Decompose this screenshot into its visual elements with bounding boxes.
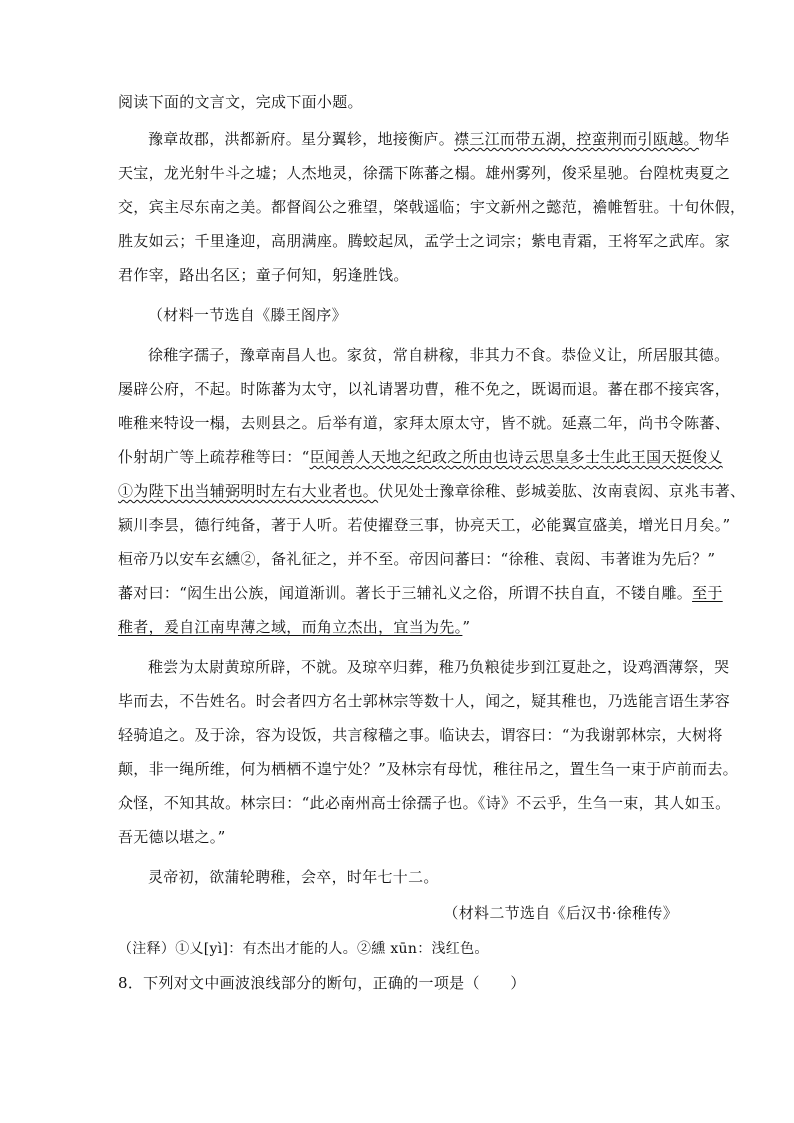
text-span: 物华	[698, 130, 730, 148]
text-span: ”	[462, 618, 471, 636]
text-span: 蕃对曰：“闳生出公族，闻道渐训。著长于三辅礼义之俗，所谓不扶自直，不镂自雕。	[118, 584, 693, 602]
wavy-underlined-text: ①为陛下出当辅弼明时左右大业者也。	[118, 482, 379, 500]
material2-p2-line-3: 轻骑追之。及于涂，容为设饭，共言稼穑之事。临诀去，谓容曰：“为我谢郭林宗，大树将	[118, 726, 723, 744]
annotation-notes: （注释）①乂[yì]：有杰出才能的人。②纁 xūn：浅红色。	[118, 941, 489, 957]
underlined-text: 至于	[692, 584, 723, 602]
material2-p1-line-5	[118, 481, 746, 501]
material2-p1-line-2: 屡辟公府，不起。时陈蕃为太守，以礼请署功曹，稚不免之，既谒而退。蕃在郡不接宾客，	[118, 380, 731, 398]
material1-source: （材料一节选自《滕王阁序》	[148, 306, 347, 324]
material1-line-2: 天宝，龙光射牛斗之墟；人杰地灵，徐孺下陈蕃之榻。雄州雾列，俊采星驰。台隍枕夷夏之	[118, 164, 731, 182]
wavy-underlined-text: 襟三江而带五湖，控蛮荆而引瓯越。	[454, 130, 699, 148]
material1-line-5: 君作宰，路出名区；童子何知，躬逢胜饯。	[118, 266, 409, 284]
material2-p2-line-1: 稚尝为太尉黄琼所辟，不就。及琼卒归葬，稚乃负粮徒步到江夏赴之，设鸡酒薄祭，哭	[148, 658, 730, 676]
material2-p1-line-7: 桓帝乃以安车玄纁②，备礼征之，并不至。帝因问蕃曰：“徐稚、袁闳、韦著谁为先后？”	[118, 550, 716, 568]
material2-p2-line-2: 毕而去，不告姓名。时会者四方名士郭林宗等数十人，闻之，疑其稚也，乃选能言语生茅容	[118, 692, 731, 710]
underlined-text: 稚者，爰自江南卑薄之域，而角立杰出，宜当为先。	[118, 618, 463, 636]
material2-p1-line-4	[118, 447, 723, 467]
material2-p1-line-1: 徐稚字孺子，豫章南昌人也。家贫，常自耕稼，非其力不食。恭俭义让，所居服其德。	[148, 346, 730, 364]
material2-p2-line-4: 颠，非一绳所维，何为栖栖不遑宁处？”及林宗有母忧，稚往吊之，置生刍一束于庐前而去。	[118, 760, 738, 778]
material2-p1-line-8	[118, 583, 723, 603]
text-span: 伏见处士豫章徐稚、彭城姜肱、汝南袁闳、京兆韦著、	[378, 482, 746, 500]
intro-text: 阅读下面的文言文，完成下面小题。	[118, 93, 363, 111]
text-span: 豫章故郡，洪都新府。星分翼轸，地接衡庐。	[148, 130, 455, 148]
material2-source: （材料二节选自《后汉书·徐稚传》	[443, 904, 678, 922]
material2-p2-line-5: 众怪，不知其故。林宗曰：“此必南州高士徐孺子也。《诗》不云乎，生刍一束，其人如玉。	[118, 794, 731, 812]
material2-p1-line-3: 唯稚来特设一榻，去则县之。后举有道，家拜太原太守，皆不就。延熹二年，尚书令陈蕃、	[118, 414, 731, 432]
material1-line-4: 胜友如云；千里逢迎，高朋满座。腾蛟起凤，孟学士之词宗；紫电青霜，王将军之武库。家	[118, 232, 731, 250]
material2-p1-line-9	[118, 617, 678, 637]
material2-p2-line-6: 吾无德以堪之。”	[118, 828, 226, 846]
material1-line-1	[148, 129, 730, 149]
material1-line-3: 交，宾主尽东南之美。都督阎公之雅望，棨戟遥临；宇文新州之懿范，襜帷暂驻。十旬休假，	[118, 198, 746, 216]
material2-p3-line-1: 灵帝初，欲蒲轮聘稚，会卒，时年七十二。	[148, 868, 439, 886]
material2-p1-line-6: 颍川李昙，德行纯备，著于人听。若使擢登三事，协亮天工，必能翼宣盛美，增光日月矣。”	[118, 516, 731, 534]
text-span: 仆射胡广等上疏荐稚等曰：“	[118, 448, 310, 466]
question-8: 8．下列对文中画波浪线部分的断句，正确的一项是（ ）	[118, 974, 526, 992]
wavy-underlined-text: 臣闻善人天地之纪政之所由也诗云思皇多士生此王国天挺俊乂	[309, 448, 723, 466]
